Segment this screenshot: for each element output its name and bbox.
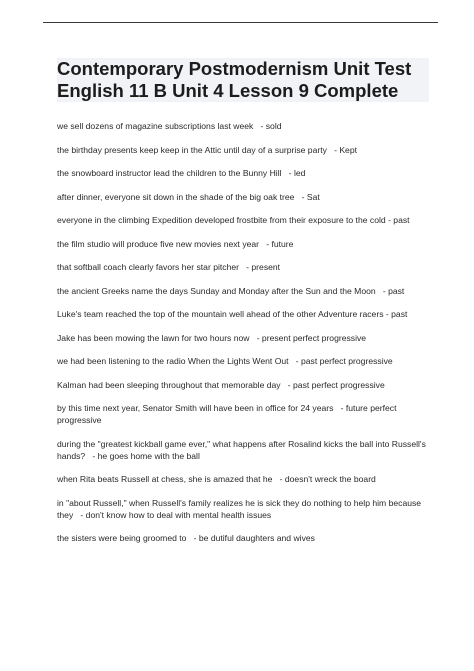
answer-text: - led: [288, 168, 306, 178]
qa-item: [57, 191, 437, 203]
answer-text: - present: [246, 262, 281, 272]
answer-text: - past: [385, 309, 408, 319]
answer-text: - Kept: [334, 144, 358, 155]
answer-text: - Sat: [301, 191, 320, 202]
question-text: we sell dozens of magazine subscriptions last week: [57, 121, 254, 131]
question-text: the ancient Greeks name the days Sunday and Monday after the Sun and the Moon: [57, 285, 376, 296]
answer-text: - he goes home with the ball: [92, 450, 200, 461]
answer-text: - past: [382, 285, 405, 296]
question-text: everyone in the climbing Expedition developed frostbite from their exposure to the cold: [57, 215, 386, 225]
title-line-1: Contemporary Postmodernism Unit Test: [57, 58, 412, 79]
question-text: the birthday presents keep keep in the Attic until day of a surprise party: [57, 144, 327, 155]
question-answer-list: [57, 120, 437, 556]
qa-item: [57, 238, 437, 250]
document-title: [57, 58, 429, 102]
answer-text: - present perfect progressive: [256, 332, 367, 343]
question-text: Jake has been mowing the lawn for two hours now: [57, 332, 250, 343]
question-text: in "about Russell," when Russell's family realizes he is sick they do nothing to help him because they: [57, 497, 422, 520]
top-divider: [43, 22, 438, 23]
question-text: Kalman had been sleeping throughout that memorable day: [57, 379, 281, 390]
qa-item: [57, 379, 437, 391]
qa-item: [57, 167, 437, 179]
answer-text: - be dutiful daughters and wives: [193, 533, 315, 543]
answer-text: - sold: [260, 121, 282, 131]
qa-item: [57, 438, 437, 462]
question-text: the sisters were being groomed to: [57, 533, 187, 543]
qa-item: [57, 473, 437, 485]
question-text: that softball coach clearly favors her star pitcher: [57, 262, 239, 272]
question-text: the film studio will produce five new movies next year: [57, 238, 260, 249]
question-text: when Rita beats Russell at chess, she is amazed that he: [57, 474, 273, 484]
qa-item: [57, 120, 437, 132]
answer-text: - future perfect progressive: [57, 403, 397, 425]
qa-item: [57, 402, 437, 426]
qa-item: [57, 261, 437, 273]
question-text: the snowboard instructor lead the children to the Bunny Hill: [57, 168, 282, 178]
title-line-2: English 11 B Unit 4 Lesson 9 Complete: [57, 80, 399, 101]
qa-item: [57, 214, 437, 226]
qa-item: [57, 355, 437, 367]
answer-text: - don't know how to deal with mental health issues: [80, 509, 272, 520]
qa-item: [57, 144, 437, 156]
qa-item: [57, 532, 437, 544]
question-text: during the "greatest kickball game ever," what happens after Rosalind kicks the ball into Russell's hands?: [57, 438, 426, 461]
answer-text: - past perfect progressive: [287, 379, 385, 390]
answer-text: - past perfect progressive: [295, 356, 393, 366]
answer-text: - doesn't wreck the board: [279, 474, 376, 484]
question-text: by this time next year, Senator Smith will have been in office for 24 years: [57, 403, 334, 413]
answer-text: - future: [266, 238, 294, 249]
question-text: we had been listening to the radio When the Lights Went Out: [57, 356, 289, 366]
qa-item: [57, 285, 437, 297]
qa-item: [57, 332, 437, 344]
qa-item: [57, 308, 437, 320]
question-text: Luke's team reached the top of the mountain well ahead of the other Adventure racers: [57, 309, 384, 319]
qa-item: [57, 497, 437, 521]
answer-text: - past: [388, 215, 410, 225]
question-text: after dinner, everyone sit down in the shade of the big oak tree: [57, 191, 295, 202]
